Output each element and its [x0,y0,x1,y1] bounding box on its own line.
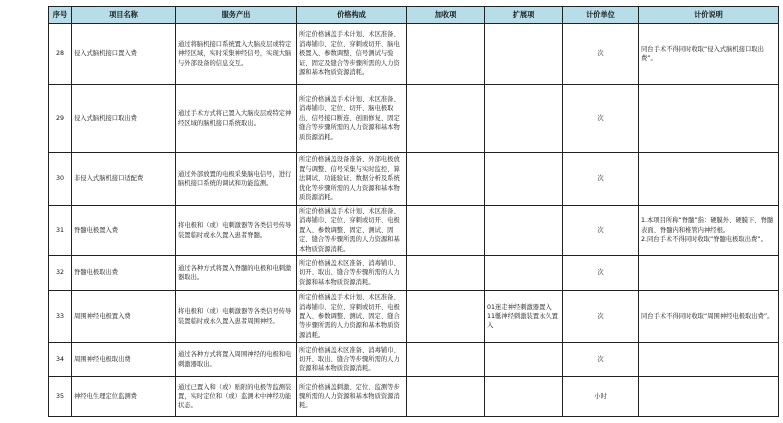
cell-output: 通过各种方式将置入脊髓的电极和电刺激器取出。 [176,256,297,291]
cell-output: 通过外部放置的电极采集脑电信号，进行脑机接口系统的调试和功能监测。 [176,153,297,206]
cell-output: 通过各种方式将置入周围神经的电极和电刺激器取出。 [176,343,297,377]
cell-surcharge [407,377,485,417]
cell-extension [485,24,563,85]
cell-price: 所定价格涵盖手术计划、术区准备、消毒铺巾、定位、穿刺或切开、电极置入、参数调整、测试、固定、缝合等步骤所需的人力资源和基本物质资源消耗。 [297,291,407,343]
cell-extension [485,377,563,417]
cell-no: 30 [49,153,72,206]
cell-surcharge [407,256,485,291]
cell-output: 通过手术方式将已置入大脑皮层或特定神经区域的脑机接口系统取出。 [176,85,297,153]
cell-unit: 小时 [563,377,639,417]
cell-name: 神经电生理定位监测费 [72,377,176,417]
pricing-table [48,6,779,417]
cell-extension: 01迷走神经刺激器置入 11骶神经刺激装置永久置入 [485,291,563,343]
cell-surcharge [407,24,485,85]
cell-output: 通过将脑机接口系统置入大脑皮层或特定神经区域，实时采集神经信号，实现大脑与外部设备的信息交互。 [176,24,297,85]
cell-no: 29 [49,85,72,153]
cell-price: 所定价格涵盖术区准备、消毒铺巾、切开、取出、缝合等步骤所需的人力资源和基本物质资源消耗。 [297,256,407,291]
col-header-extension: 扩展项 [485,7,563,24]
col-header-surcharge: 加收项 [407,7,485,24]
cell-price: 所定价格涵盖手术计划、术区准备、消毒铺巾、定位、穿刺或切开、脑电极置入、参数调整、信号测试与验证、固定及缝合等步骤所需的人力资源和基本物质资源消耗。 [297,24,407,85]
cell-price: 所定价格涵盖设备准备、外部电极放置与调整、信号采集与实时监控、算法调试、功能验证、数据分析及系统优化等步骤所需的人力资源和基本物质资源消耗。 [297,153,407,206]
cell-name: 非侵入式脑机接口适配费 [72,153,176,206]
cell-name: 侵入式脑机接口置入费 [72,24,176,85]
col-header-price: 价格构成 [297,7,407,24]
table-row [49,377,779,417]
col-header-note: 计价说明 [639,7,779,24]
cell-extension [485,256,563,291]
cell-extension [485,206,563,256]
col-header-no: 序号 [49,7,72,24]
table-row [49,24,779,85]
cell-output: 将电极和（或）电刺激器等各类信号传导装置临时或永久置入患者脊髓。 [176,206,297,256]
cell-unit: 次 [563,343,639,377]
header-row [49,7,779,24]
table-row [49,256,779,291]
cell-surcharge [407,85,485,153]
cell-note: 同台手术不得同时收取“侵入式脑机接口取出费”。 [639,24,779,85]
table-row [49,343,779,377]
table-row [49,206,779,256]
cell-note: 1.本项目所称“脊髓”指：硬膜外、硬膜下、脊髓表面、脊髓内和椎管内神经根。 2.同台手术不得同时收取“脊髓电极取出费”。 [639,206,779,256]
cell-surcharge [407,153,485,206]
cell-name: 周围神经电极置入费 [72,291,176,343]
cell-surcharge [407,291,485,343]
cell-unit: 次 [563,291,639,343]
cell-output: 通过已置入和（或）贴附的电极等监测装置，实时定位和（或）监测术中神经功能状态。 [176,377,297,417]
cell-unit: 次 [563,85,639,153]
cell-note [639,256,779,291]
cell-note [639,343,779,377]
cell-note [639,85,779,153]
cell-price: 所定价格涵盖手术计划、术区准备、消毒铺巾、定位、穿刺或切开、电极置入、参数调整、固定、测试、固定、缝合等步骤所需的人力资源和基本物质资源消耗。 [297,206,407,256]
cell-no: 34 [49,343,72,377]
col-header-unit: 计价单位 [563,7,639,24]
cell-name: 周围神经电极取出费 [72,343,176,377]
cell-no: 33 [49,291,72,343]
cell-no: 28 [49,24,72,85]
cell-extension [485,153,563,206]
cell-extension [485,343,563,377]
cell-no: 35 [49,377,72,417]
cell-note [639,153,779,206]
cell-name: 脊髓电极置入费 [72,206,176,256]
cell-no: 31 [49,206,72,256]
cell-price: 所定价格涵盖手术计划、术区准备、消毒铺巾、定位、切开、脑电极取出、信号接口断连、创面修复、固定缝合等步骤所需的人力资源和基本物质资源消耗。 [297,85,407,153]
cell-unit: 次 [563,256,639,291]
cell-name: 侵入式脑机接口取出费 [72,85,176,153]
cell-price: 所定价格涵盖刺激、定位、监测等步骤所需的人力资源和基本物质资源消耗。 [297,377,407,417]
cell-no: 32 [49,256,72,291]
cell-note [639,377,779,417]
cell-output: 将电极和（或）电刺激器等各类信号传导装置临时或永久置入患者周围神经。 [176,291,297,343]
cell-unit: 次 [563,206,639,256]
table-row [49,153,779,206]
table-row [49,291,779,343]
cell-surcharge [407,206,485,256]
cell-unit: 次 [563,24,639,85]
cell-extension [485,85,563,153]
col-header-name: 项目名称 [72,7,176,24]
table-row [49,85,779,153]
cell-price: 所定价格涵盖术区准备、消毒铺巾、切开、取出、缝合等步骤所需的人力资源和基本物质资源消耗。 [297,343,407,377]
cell-note: 同台手术不得同时收取“周围神经电极取出费”。 [639,291,779,343]
col-header-output: 服务产出 [176,7,297,24]
cell-unit: 次 [563,153,639,206]
cell-surcharge [407,343,485,377]
cell-name: 脊髓电极取出费 [72,256,176,291]
